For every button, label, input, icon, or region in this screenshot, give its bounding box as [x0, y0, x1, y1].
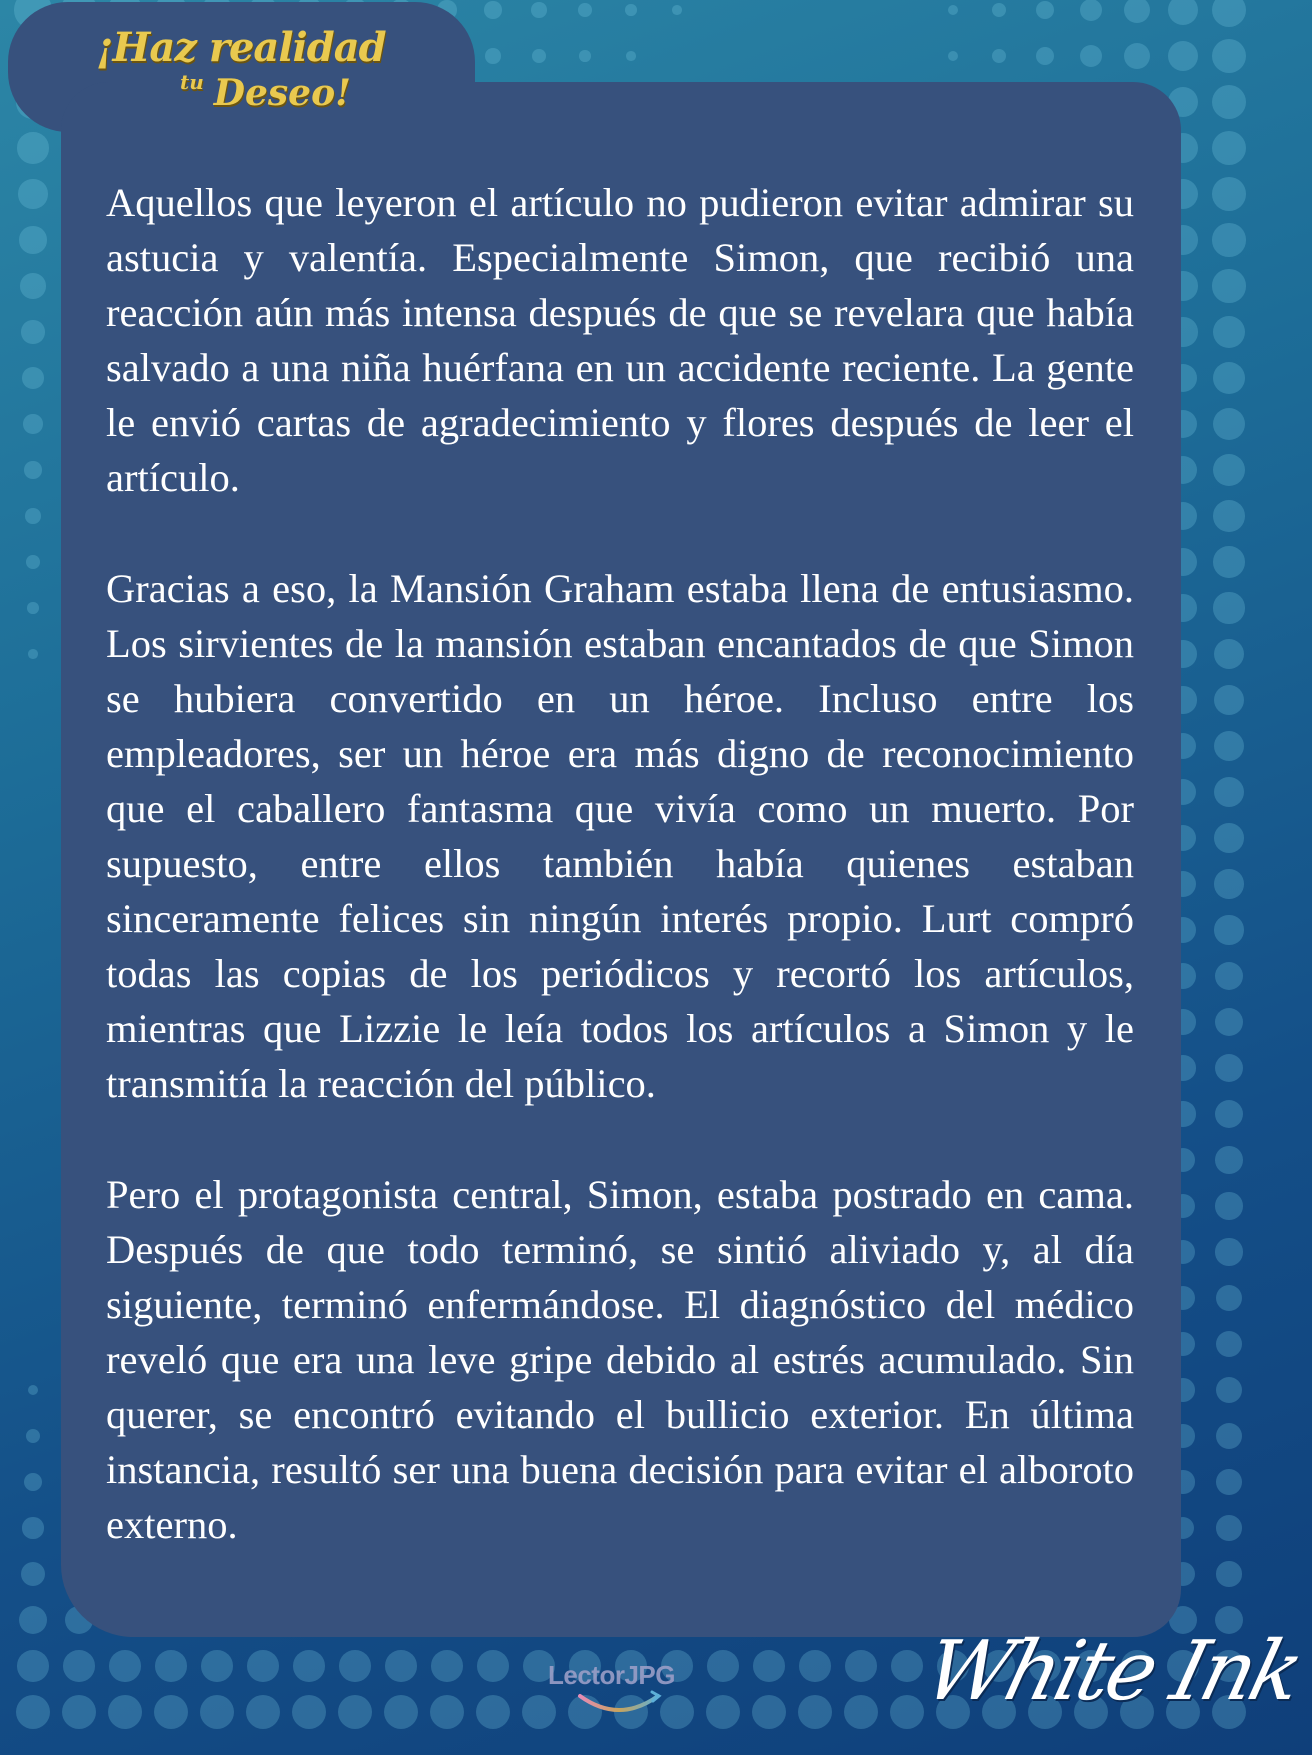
logo-word: Deseo! [213, 72, 351, 114]
watermark-text: LectorJPG [548, 1660, 675, 1690]
paragraph-3: Pero el protagonista central, Simon, estaba postrado en cama. Después de que todo terminó, se sintió aliviado y, al día siguiente, terminó enfermándose. El diagnóstico del médico reveló que era una leve gripe debido al estrés acumulado. Sin querer, se encontró evitando el bullicio exterior. En última instancia, resultó ser una buena decisión para evitar el alboroto externo. [106, 1171, 1134, 1548]
brand-logo [92, 16, 386, 126]
story-text [106, 175, 1134, 1607]
watermark-logo [548, 1660, 692, 1730]
logo-small-word: tu [180, 70, 204, 94]
smile-icon [574, 1690, 664, 1720]
logo-line-2 [180, 70, 351, 114]
logo-line-1: ¡Haz realidad [96, 24, 386, 71]
paragraph-1: Aquellos que leyeron el artículo no pudieron evitar admirar su astucia y valentía. Especialmente Simon, que recibió una reacción aún más intensa después de que se revelara que había salvado a una niña huérfana en un accidente reciente. La gente le envió cartas de agradecimiento y flores después de leer el artículo. [106, 180, 1134, 501]
paragraph-2: Gracias a eso, la Mansión Graham estaba llena de entusiasmo. Los sirvientes de la mansión estaban encantados de que Simon se hubiera convertido en un héroe. Incluso entre los empleadores, ser un héroe era más digno de reconocimiento que el caballero fantasma que vivía como un muerto. Por supuesto, entre ellos también había quienes estaban sinceramente felices sin ningún interés propio. Lurt compró todas las copias de los periódicos y recortó los artículos, mientras que Lizzie le leía todos los artículos a Simon y le transmitía la reacción del público. [106, 565, 1134, 1107]
signature: White Ink [915, 1624, 1309, 1719]
